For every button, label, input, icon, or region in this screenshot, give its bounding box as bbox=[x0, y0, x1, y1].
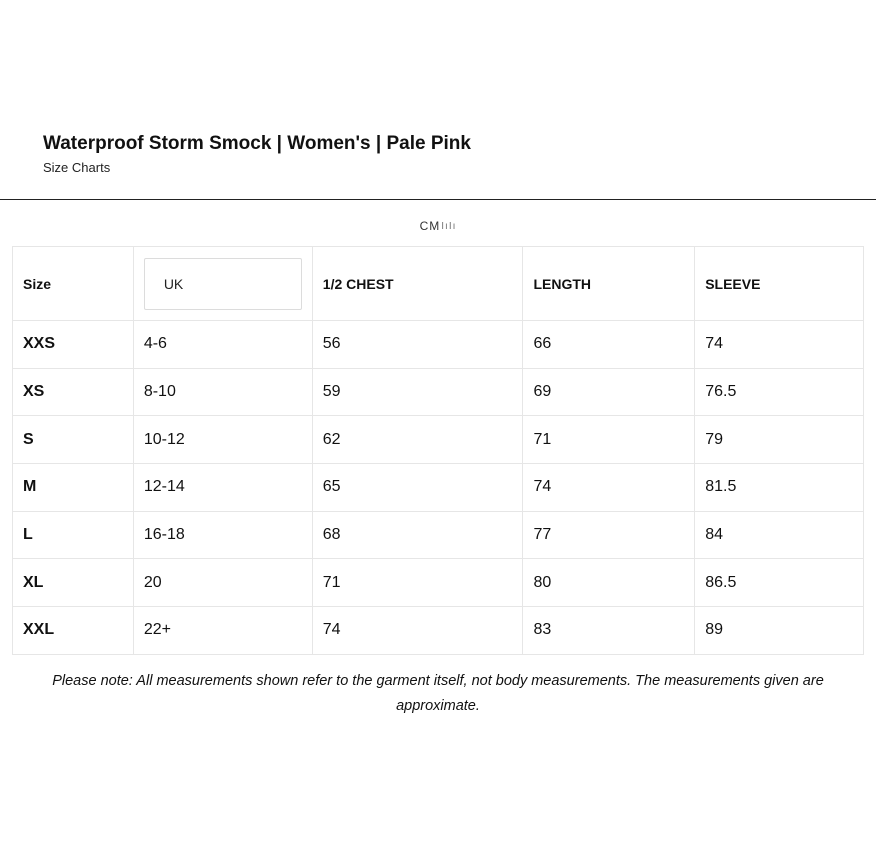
table-header-row bbox=[13, 247, 864, 321]
page-subtitle: Size Charts bbox=[43, 160, 111, 175]
size-cell: L bbox=[13, 511, 134, 559]
chest-cell: 59 bbox=[312, 368, 523, 416]
table-row bbox=[13, 368, 864, 416]
length-cell: 74 bbox=[523, 464, 695, 512]
column-header-region bbox=[133, 247, 312, 321]
sleeve-cell: 81.5 bbox=[695, 464, 864, 512]
chest-cell: 74 bbox=[312, 607, 523, 655]
table-row bbox=[13, 321, 864, 369]
size-chart-table bbox=[12, 246, 864, 655]
chest-cell: 65 bbox=[312, 464, 523, 512]
length-cell: 77 bbox=[523, 511, 695, 559]
page-title: Waterproof Storm Smock | Women's | Pale Pink bbox=[43, 133, 471, 154]
uk-cell: 8-10 bbox=[133, 368, 312, 416]
sleeve-cell: 86.5 bbox=[695, 559, 864, 607]
column-header-size: Size bbox=[13, 247, 134, 321]
measurement-note: Please note: All measurements shown refer to the garment itself, not body measurements. The measurements given are approximate. bbox=[52, 673, 824, 714]
column-header-chest: 1/2 CHEST bbox=[312, 247, 523, 321]
size-cell: XXL bbox=[13, 607, 134, 655]
size-cell: XXS bbox=[13, 321, 134, 369]
column-header-length: LENGTH bbox=[523, 247, 695, 321]
table-row bbox=[13, 464, 864, 512]
uk-cell: 10-12 bbox=[133, 416, 312, 464]
chest-cell: 56 bbox=[312, 321, 523, 369]
unit-switcher[interactable] bbox=[0, 219, 876, 233]
length-cell: 71 bbox=[523, 416, 695, 464]
table-row bbox=[13, 607, 864, 655]
uk-cell: 12-14 bbox=[133, 464, 312, 512]
header-divider bbox=[0, 199, 876, 200]
size-cell: XS bbox=[13, 368, 134, 416]
column-header-sleeve: SLEEVE bbox=[695, 247, 864, 321]
page-header bbox=[43, 132, 471, 176]
sleeve-cell: 84 bbox=[695, 511, 864, 559]
table-row bbox=[13, 511, 864, 559]
chest-cell: 62 bbox=[312, 416, 523, 464]
chest-cell: 68 bbox=[312, 511, 523, 559]
sleeve-cell: 74 bbox=[695, 321, 864, 369]
chest-cell: 71 bbox=[312, 559, 523, 607]
sleeve-cell: 79 bbox=[695, 416, 864, 464]
size-cell: S bbox=[13, 416, 134, 464]
sleeve-cell: 89 bbox=[695, 607, 864, 655]
size-cell: XL bbox=[13, 559, 134, 607]
length-cell: 66 bbox=[523, 321, 695, 369]
uk-cell: 22+ bbox=[133, 607, 312, 655]
region-select[interactable]: UK bbox=[144, 258, 302, 310]
length-cell: 69 bbox=[523, 368, 695, 416]
unit-inch-toggle[interactable]: IıIı bbox=[441, 221, 457, 232]
uk-cell: 4-6 bbox=[133, 321, 312, 369]
sleeve-cell: 76.5 bbox=[695, 368, 864, 416]
unit-cm-label[interactable]: CM bbox=[419, 219, 441, 233]
size-cell: M bbox=[13, 464, 134, 512]
length-cell: 83 bbox=[523, 607, 695, 655]
uk-cell: 16-18 bbox=[133, 511, 312, 559]
uk-cell: 20 bbox=[133, 559, 312, 607]
table-row bbox=[13, 559, 864, 607]
length-cell: 80 bbox=[523, 559, 695, 607]
table-row bbox=[13, 416, 864, 464]
